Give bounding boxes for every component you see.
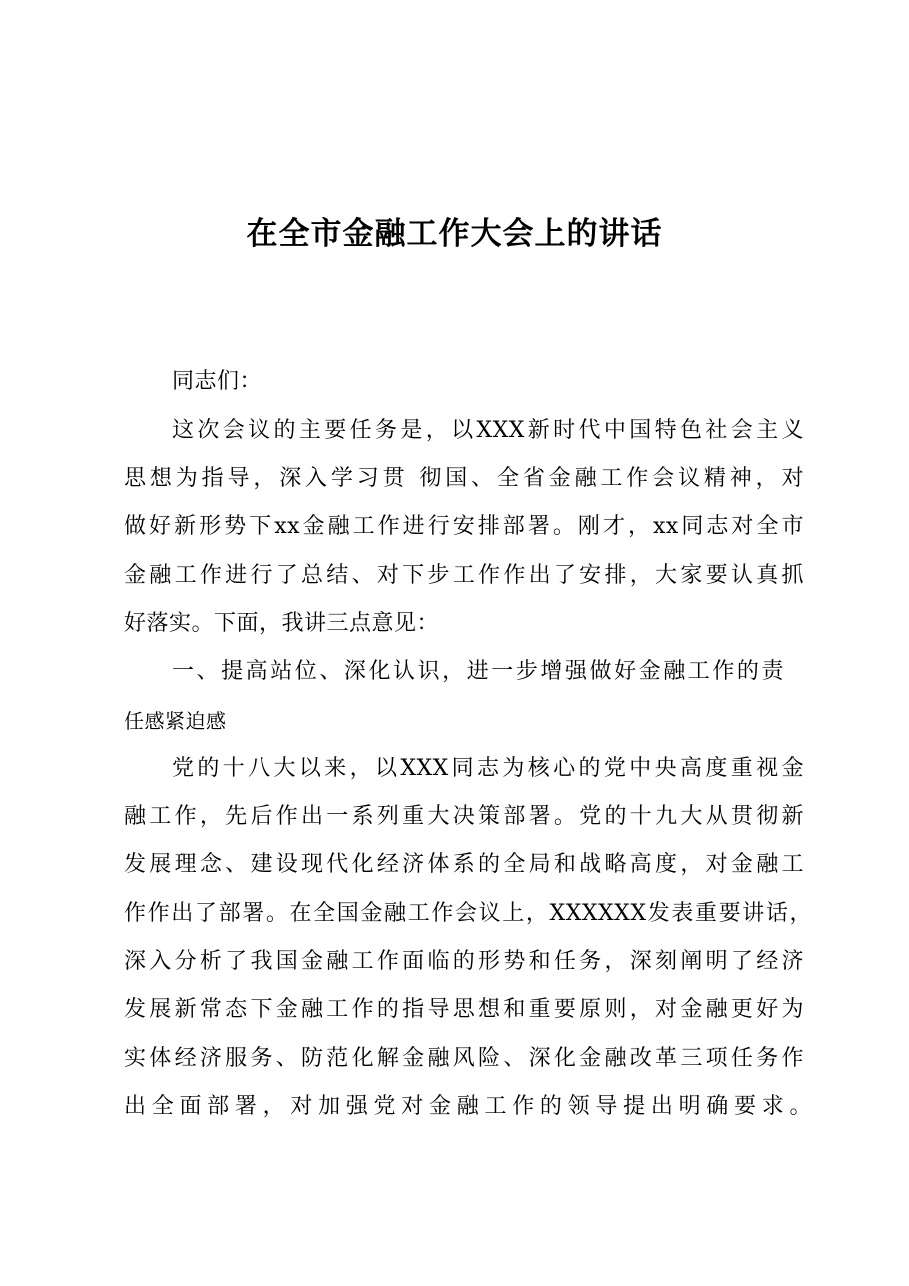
body-line: 出全面部署，对加强党对金融工作的领导提出明确要求。 [124,1094,812,1119]
body-line: 金融工作进行了总结、对下步工作作出了安排，大家要认真抓 [124,563,804,588]
body-line: 融工作，先后作出一系列重大决策部署。党的十九大从贯彻新 [124,804,804,829]
body-line: 这次会议的主要任务是，以XXX新时代中国特色社会主义 [172,418,804,443]
body-line: 实体经济服务、防范化解金融风险、深化金融改革三项任务作 [124,1046,804,1071]
section-heading-line: 任感紧迫感 [124,709,227,733]
body-line: 好落实。下面，我讲三点意见： [124,611,440,636]
salutation-line: 同志们： [172,369,263,394]
body-line: 发展新常态下金融工作的指导思想和重要原则，对金融更好为 [124,997,804,1022]
body-line: 思想为指导，深入学习贯 彻国、全省金融工作会议精神，对 [124,466,804,491]
document-title: 在全市金融工作大会上的讲话 [246,216,663,252]
body-line: 发展理念、建设现代化经济体系的全局和战略高度，对金融工 [124,852,804,877]
body-line: 作作出了部署。在全国金融工作会议上，XXXXXX发表重要讲话， [124,901,812,926]
body-line: 党的十八大以来，以XXX同志为核心的党中央高度重视金 [172,756,804,781]
body-line: 深入分析了我国金融工作面临的形势和任务，深刻阐明了经济 [124,949,804,974]
body-line: 做好新形势下xx金融工作进行安排部署。刚才，xx同志对全市 [124,514,804,539]
section-heading-line: 一、提高站位、深化认识，进一步增强做好金融工作的责 [172,659,784,684]
